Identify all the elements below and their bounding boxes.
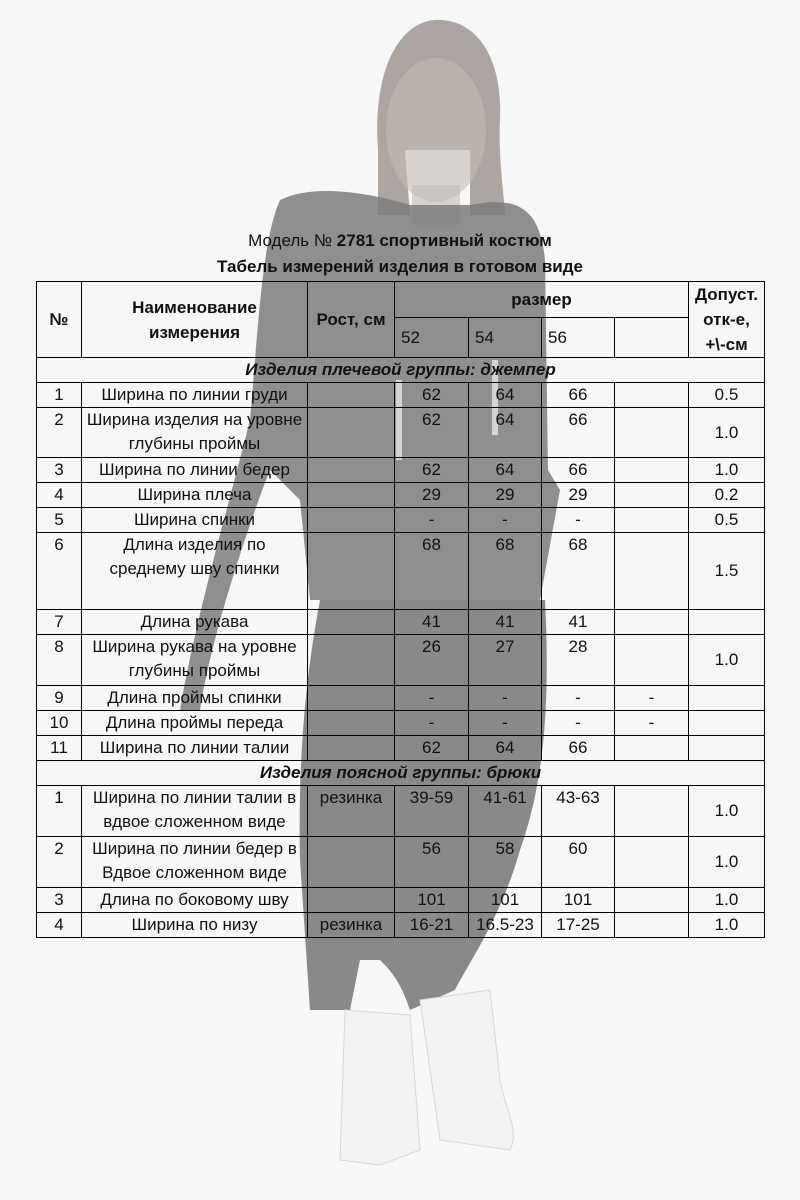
row-value: -	[469, 711, 542, 736]
document-titles	[0, 228, 800, 280]
row-value: 66	[542, 736, 615, 761]
row-tolerance: 1.0	[689, 635, 765, 686]
table-row	[37, 458, 765, 483]
row-name: Ширина по линии бедер	[82, 458, 308, 483]
row-value	[615, 483, 689, 508]
row-num: 9	[37, 686, 82, 711]
row-value	[615, 408, 689, 458]
row-value: 29	[469, 483, 542, 508]
row-value: 68	[542, 533, 615, 610]
row-num: 3	[37, 888, 82, 913]
row-value: -	[395, 711, 469, 736]
row-value: -	[395, 686, 469, 711]
row-value: -	[395, 508, 469, 533]
table-row	[37, 635, 765, 686]
row-value: 64	[469, 458, 542, 483]
row-name: Длина рукава	[82, 610, 308, 635]
row-name: Ширина изделия на уровне глубины проймы	[82, 408, 308, 458]
section-header-row	[37, 358, 765, 383]
size-col: 56	[542, 318, 615, 358]
size-col: 54	[469, 318, 542, 358]
row-num: 2	[37, 837, 82, 888]
model-shoe	[340, 1010, 420, 1165]
row-height	[308, 458, 395, 483]
row-height	[308, 408, 395, 458]
row-value: 29	[395, 483, 469, 508]
row-height: резинка	[308, 786, 395, 837]
row-name: Ширина по линии бедер в Вдвое сложенном виде	[82, 837, 308, 888]
row-tolerance	[689, 736, 765, 761]
row-value: 41	[469, 610, 542, 635]
table-row	[37, 610, 765, 635]
table-row	[37, 483, 765, 508]
row-num: 5	[37, 508, 82, 533]
row-value: 60	[542, 837, 615, 888]
table-row	[37, 786, 765, 837]
row-num: 4	[37, 913, 82, 938]
row-height	[308, 483, 395, 508]
row-value: -	[615, 711, 689, 736]
row-name: Длина проймы спинки	[82, 686, 308, 711]
row-value: -	[542, 508, 615, 533]
row-value: 16.5-23	[469, 913, 542, 938]
row-value: 43-63	[542, 786, 615, 837]
row-name: Ширина рукава на уровне глубины проймы	[82, 635, 308, 686]
row-value	[615, 736, 689, 761]
row-tolerance: 1.5	[689, 533, 765, 610]
row-tolerance: 1.0	[689, 786, 765, 837]
header-name: Наименование измерения	[82, 282, 308, 358]
header-height: Рост, см	[308, 282, 395, 358]
row-value	[615, 383, 689, 408]
row-value: 64	[469, 408, 542, 458]
table-row	[37, 686, 765, 711]
row-tolerance: 1.0	[689, 888, 765, 913]
table-header-row	[37, 282, 765, 318]
row-height	[308, 508, 395, 533]
row-tolerance: 0.2	[689, 483, 765, 508]
row-height	[308, 736, 395, 761]
row-value	[615, 508, 689, 533]
row-tolerance: 1.0	[689, 408, 765, 458]
row-value	[615, 533, 689, 610]
row-tolerance	[689, 610, 765, 635]
row-value: 66	[542, 408, 615, 458]
row-height	[308, 686, 395, 711]
row-value	[615, 913, 689, 938]
row-value	[615, 837, 689, 888]
row-num: 2	[37, 408, 82, 458]
row-tolerance	[689, 686, 765, 711]
table-row	[37, 888, 765, 913]
header-size: размер	[395, 282, 689, 318]
row-num: 11	[37, 736, 82, 761]
table-row	[37, 383, 765, 408]
row-num: 6	[37, 533, 82, 610]
row-value: 62	[395, 458, 469, 483]
row-value: 101	[395, 888, 469, 913]
table-row	[37, 913, 765, 938]
row-height	[308, 635, 395, 686]
row-value: 64	[469, 383, 542, 408]
row-value: 27	[469, 635, 542, 686]
row-tolerance	[689, 711, 765, 736]
row-value: 41	[395, 610, 469, 635]
table-row	[37, 837, 765, 888]
row-num: 4	[37, 483, 82, 508]
table-row	[37, 533, 765, 610]
row-value: 62	[395, 383, 469, 408]
row-height	[308, 533, 395, 610]
row-value: 101	[469, 888, 542, 913]
row-num: 3	[37, 458, 82, 483]
row-value: 39-59	[395, 786, 469, 837]
row-value: -	[615, 686, 689, 711]
table-subtitle: Табель измерений изделия в готовом виде	[217, 257, 583, 276]
row-height	[308, 610, 395, 635]
row-name: Ширина плеча	[82, 483, 308, 508]
section-title: Изделия поясной группы: брюки	[37, 761, 765, 786]
row-value	[615, 888, 689, 913]
header-tolerance: Допуст. отк-е, +\-см	[689, 282, 765, 358]
row-value: 26	[395, 635, 469, 686]
row-tolerance: 1.0	[689, 837, 765, 888]
row-value: -	[469, 508, 542, 533]
header-num: №	[37, 282, 82, 358]
row-value: 41	[542, 610, 615, 635]
row-num: 10	[37, 711, 82, 736]
row-num: 1	[37, 383, 82, 408]
row-value: 68	[469, 533, 542, 610]
row-name: Ширина по низу	[82, 913, 308, 938]
row-tolerance: 0.5	[689, 383, 765, 408]
measurement-table	[36, 281, 765, 938]
row-height: резинка	[308, 913, 395, 938]
row-value: 62	[395, 408, 469, 458]
row-value	[615, 610, 689, 635]
model-title: Модель № 2781 спортивный костюм	[248, 231, 552, 250]
row-name: Ширина по линии талии в вдвое сложенном виде	[82, 786, 308, 837]
table-row	[37, 408, 765, 458]
row-name: Длина проймы переда	[82, 711, 308, 736]
row-value: 29	[542, 483, 615, 508]
row-value: 56	[395, 837, 469, 888]
row-value: -	[469, 686, 542, 711]
row-num: 8	[37, 635, 82, 686]
row-value: 68	[395, 533, 469, 610]
row-value: 41-61	[469, 786, 542, 837]
row-name: Ширина по линии груди	[82, 383, 308, 408]
row-height	[308, 383, 395, 408]
row-num: 1	[37, 786, 82, 837]
row-name: Длина изделия по среднему шву спинки	[82, 533, 308, 610]
table-row	[37, 508, 765, 533]
row-value	[615, 786, 689, 837]
size-col: 52	[395, 318, 469, 358]
row-value: 64	[469, 736, 542, 761]
row-value: 16-21	[395, 913, 469, 938]
section-title: Изделия плечевой группы: джемпер	[37, 358, 765, 383]
row-height	[308, 837, 395, 888]
row-value: -	[542, 711, 615, 736]
model-shoe	[420, 990, 513, 1150]
row-value: 62	[395, 736, 469, 761]
row-value	[615, 458, 689, 483]
row-tolerance: 1.0	[689, 913, 765, 938]
row-value: 101	[542, 888, 615, 913]
row-value	[615, 635, 689, 686]
section-header-row	[37, 761, 765, 786]
table-row	[37, 711, 765, 736]
row-name: Длина по боковому шву	[82, 888, 308, 913]
row-value: 66	[542, 458, 615, 483]
row-value: -	[542, 686, 615, 711]
row-value: 28	[542, 635, 615, 686]
size-col	[615, 318, 689, 358]
row-height	[308, 888, 395, 913]
row-num: 7	[37, 610, 82, 635]
table-row	[37, 736, 765, 761]
row-value: 17-25	[542, 913, 615, 938]
row-value: 58	[469, 837, 542, 888]
row-tolerance: 0.5	[689, 508, 765, 533]
row-height	[308, 711, 395, 736]
model-face	[386, 58, 486, 202]
row-value: 66	[542, 383, 615, 408]
row-tolerance: 1.0	[689, 458, 765, 483]
row-name: Ширина по линии талии	[82, 736, 308, 761]
row-name: Ширина спинки	[82, 508, 308, 533]
